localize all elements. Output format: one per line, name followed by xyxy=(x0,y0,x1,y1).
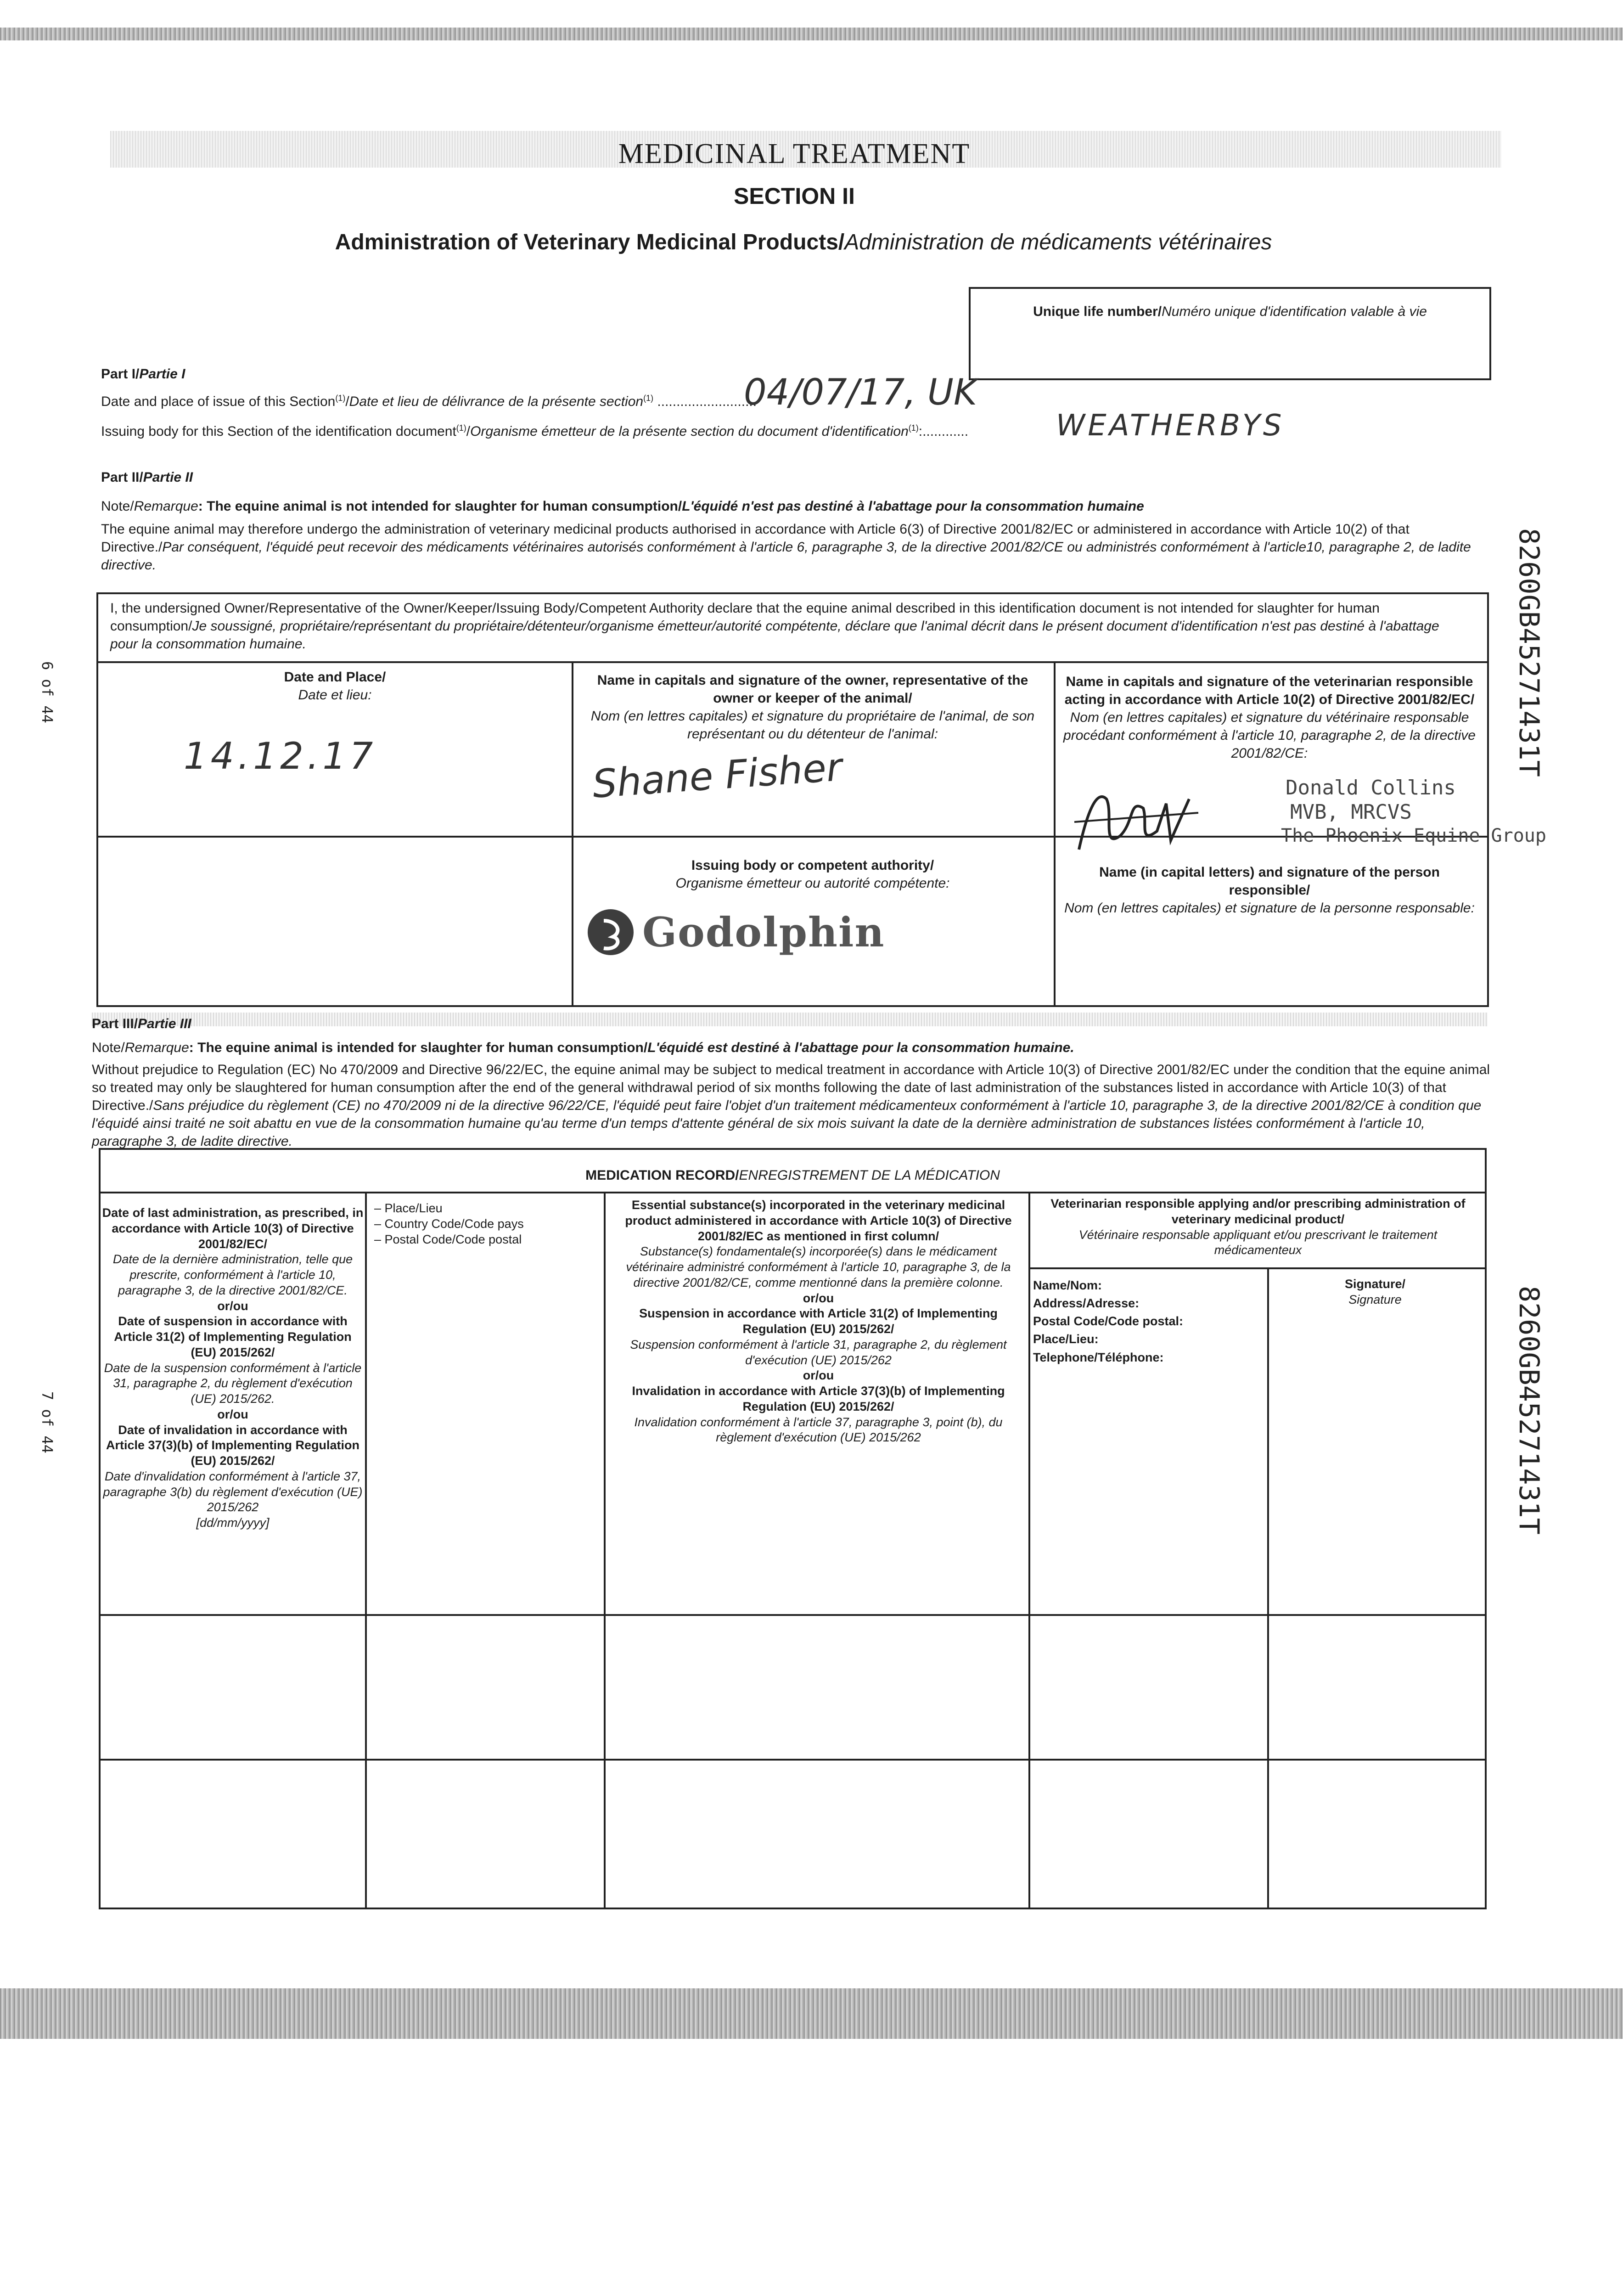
declaration-date-label: Date and Place/ Date et lieu: xyxy=(284,670,386,703)
vet-field-address: Address/Adresse: xyxy=(1033,1296,1140,1311)
col-substance-line: Suspension conformément à l'article 31, paragraphe 2, du règlement d'exécution (UE) 2015/262 xyxy=(630,1337,1007,1367)
part2-declaration-text: I, the undersigned Owner/Representative of the Owner/Keeper/Issuing Body/Competent Authority declare that the equine animal described in this identification document is not intended for slaughter for human consumption/Je soussigné, propriétaire/représentant du propriétaire/détenteur/organisme émetteur/autorité compétente, déclare que l'animal décrit dans le présent document d'identification n'est pas destiné à l'abattage pour la consommation humaine. xyxy=(110,601,1439,652)
col-date-line: Date d'invalidation conformément à l'article 37, paragraphe 3(b) du règlement d'exécution (UE) 2015/262 xyxy=(103,1469,363,1514)
issuing-body-label: Issuing body or competent authority/ Organisme émetteur ou autorité compétente: xyxy=(675,858,950,891)
divider xyxy=(99,1759,1485,1761)
ulid-side-bottom: 8260GB45271431T xyxy=(1513,1286,1545,1535)
col-date-line: or/ou xyxy=(217,1407,248,1421)
col-place-line: – Postal Code/Code postal xyxy=(374,1232,522,1246)
col-place-line: – Country Code/Code pays xyxy=(374,1216,524,1231)
part2-heading: Part II/Partie II xyxy=(101,470,193,485)
signature-scribble-icon xyxy=(1070,781,1207,863)
ulid-box xyxy=(969,287,1491,380)
col-substance-line: Essential substance(s) incorporated in the veterinary medicinal product administered in accordance with Article 10(3) of Directive 2001/82/EC as mentioned in first column/ xyxy=(625,1198,1012,1243)
part1-heading: Part I/Partie I xyxy=(101,366,185,382)
col-date-line: or/ou xyxy=(217,1299,248,1313)
part3-note: Note/Remarque: The equine animal is intended for slaughter for human consumption/L'équidé est destiné à l'abattage pour la consommation humaine. xyxy=(92,1040,1074,1055)
col-date-line: [dd/mm/yyyy] xyxy=(196,1516,270,1530)
record-col-substance xyxy=(611,1198,1026,1446)
scan-band-part3 xyxy=(92,1013,1488,1026)
col-substance-line: Invalidation in accordance with Article 37(3)(b) of Implementing Regulation (EU) 2015/262/ xyxy=(632,1384,1005,1413)
record-col-vet-header: Veterinarian responsible applying and/or prescribing administration of veterinary medicinal product/ Vétérinaire responsable appliquant et/ou prescrivant le traitement médicamenteux xyxy=(1050,1197,1466,1257)
col-date-line: Date de la dernière administration, telle que prescrite, conformément à l'article 10, paragraphe 3, de la directive 2001/82/CE. xyxy=(112,1252,353,1297)
scan-edge-top xyxy=(0,28,1623,40)
vet-field-postal: Postal Code/Code postal: xyxy=(1033,1314,1184,1328)
divider xyxy=(99,1614,1485,1616)
col-substance-line: or/ou xyxy=(803,1291,834,1305)
col-date-line: Date of invalidation in accordance with Article 37(3)(b) of Implementing Regulation (EU) 2015/262/ xyxy=(106,1423,360,1468)
owner-signature-label: Name in capitals and signature of the owner, representative of the owner or keeper of the animal/ Nom (en lettres capitales) et signature du propriétaire de l'animal, de son représentant ou du détenteur de l'animal: xyxy=(590,673,1035,742)
record-col-date xyxy=(102,1205,364,1531)
divider xyxy=(604,1192,606,1908)
col-date-line: Date of last administration, as prescribed, in accordance with Article 10(3) of Directive 2001/82/EC/ xyxy=(102,1206,364,1251)
part3-heading: Part III/Partie III xyxy=(92,1016,191,1031)
record-col-place xyxy=(374,1201,599,1247)
ulid-side-top: 8260GB45271431T xyxy=(1513,528,1545,777)
godolphin-logo xyxy=(585,907,885,957)
part2-note: Note/Remarque: The equine animal is not intended for slaughter for human consumption/L'équidé n'est pas destiné à l'abattage pour la consommation humaine xyxy=(101,499,1144,514)
record-signature-header: Signature/ Signature xyxy=(1344,1277,1406,1306)
part3-paragraph: Without prejudice to Regulation (EC) No 470/2009 and Directive 96/22/EC, the equine animal may be subject to medical treatment in accordance with Article 10(3) of Directive 2001/82/EC under the condition that the equine animal so treated may only be slaughtered for human consumption after the end of the general withdrawal period of six months following the date of last administration of the substances listed in accordance with Article 10(3) of that Directive./Sans préjudice du règlement (CE) no 470/2009 ni de la directive 96/22/CE, l'équidé peut faire l'objet d'un traitement médicamenteux conformément à l'article 10, paragraphe 3, de la directive 2001/82/CE à condition que l'équidé ainsi traité ne soit abattu en vue de la consommation humaine qu'au terme d'un temps d'attente général de six mois suivant la date de la dernière administration de substances listées conformément à l'article 10, paragraphe 3, de ladite directive. xyxy=(92,1062,1490,1149)
divider xyxy=(365,1192,367,1908)
part2-paragraph: The equine animal may therefore undergo the administration of veterinary medicinal products authorised in accordance with Article 6(3) of Directive 2001/82/EC or administered in accordance with Article 10(2) of that Directive./Par conséquent, l'équidé peut recevoir des médicaments vétérinaires autorisés conformément à l'article 6, paragraphe 3, de la directive 2001/82/CE ou administrés conformément à l'article10, paragraphe 2, de ladite directive. xyxy=(101,522,1471,573)
divider xyxy=(572,661,573,1005)
vet-signature-mark xyxy=(1070,781,1207,863)
medication-record-title: MEDICATION RECORD/ENREGISTREMENT DE LA MÉDICATION xyxy=(585,1168,1000,1183)
section-heading: SECTION II xyxy=(734,183,855,209)
page-subtitle xyxy=(184,230,1423,255)
col-substance-line: Invalidation conformément à l'article 37, paragraphe 3, point (b), du règlement d'exécution (UE) 2015/262 xyxy=(634,1415,1003,1445)
vet-stamp: Donald Collins MVB, MRCVS The Phoenix Equine Group xyxy=(1281,776,1546,846)
part1-issuing-label: Issuing body for this Section of the identification document$^{(1)}$/Organisme émetteur de la présente section du document d'identification$^{(1)}$:............ xyxy=(101,423,969,439)
subtitle-fr: Administration de médicaments vétérinaires xyxy=(844,230,1272,254)
part1-issuing-value: WEATHERBYS xyxy=(1056,409,1285,443)
divider xyxy=(1028,1192,1030,1908)
part1-date-label: Date and place of issue of this Section$^{(1)}$/Date et lieu de délivrance de la présente section$^{(1)}$ .......................... xyxy=(101,394,757,409)
divider xyxy=(1028,1267,1485,1269)
col-substance-line: Suspension in accordance with Article 31(2) of Implementing Regulation (EU) 2015/262/ xyxy=(639,1306,998,1336)
divider xyxy=(1054,661,1056,1005)
col-place-line: – Place/Lieu xyxy=(374,1201,443,1215)
divider xyxy=(96,661,1487,663)
vet-signature-label: Name in capitals and signature of the veterinarian responsible acting in accordance with Article 10(2) of Directive 2001/82/EC/ Nom (en lettres capitales) et signature du vétérinaire responsable procédant conformément à l'article 10, paragraphe 2, de la directive 2001/82/CE: xyxy=(1063,674,1476,761)
vet-field-place: Place/Lieu: xyxy=(1033,1332,1099,1346)
part1-date-value: 04/07/17, UK xyxy=(744,372,977,413)
divider xyxy=(99,1192,1485,1193)
owner-signature: Shane Fisher xyxy=(591,744,844,807)
col-substance-line: Substance(s) fondamentale(s) incorporée(s) dans le médicament vétérinaire administré conformément à l'article 10, paragraphe 3, de la directive 2001/82/CE, comme mentionné dans la première colonne. xyxy=(626,1244,1011,1289)
vet-field-telephone: Telephone/Téléphone: xyxy=(1033,1350,1164,1364)
page-title: MEDICINAL TREATMENT xyxy=(618,138,971,169)
ulid-label: Unique life number/Numéro unique d'identification valable à vie xyxy=(1033,304,1427,319)
col-date-line: Date of suspension in accordance with Article 31(2) of Implementing Regulation (EU) 2015/262/ xyxy=(114,1314,352,1359)
col-date-line: Date de la suspension conformément à l'article 31, paragraphe 2, du règlement d'exécution (UE) 2015/262. xyxy=(104,1361,362,1406)
godolphin-wordmark: Godolphin xyxy=(642,908,885,956)
page-number-bottom: 7 of 44 xyxy=(39,1391,56,1453)
record-vet-fields xyxy=(1033,1277,1263,1367)
divider xyxy=(1267,1267,1269,1908)
page-number-top: 6 of 44 xyxy=(39,661,56,723)
subtitle-en: Administration of Veterinary Medicinal Products/ xyxy=(335,230,845,254)
godolphin-emblem-icon xyxy=(585,907,636,957)
divider xyxy=(96,836,1487,838)
scan-edge-bottom xyxy=(0,1988,1623,2039)
vet-field-name: Name/Nom: xyxy=(1033,1278,1102,1292)
col-substance-line: or/ou xyxy=(803,1368,834,1383)
declaration-date-value: 14.12.17 xyxy=(184,735,377,777)
responsible-person-label: Name (in capital letters) and signature of the person responsible/ Nom (en lettres capitales) et signature de la personne responsable: xyxy=(1064,865,1475,916)
